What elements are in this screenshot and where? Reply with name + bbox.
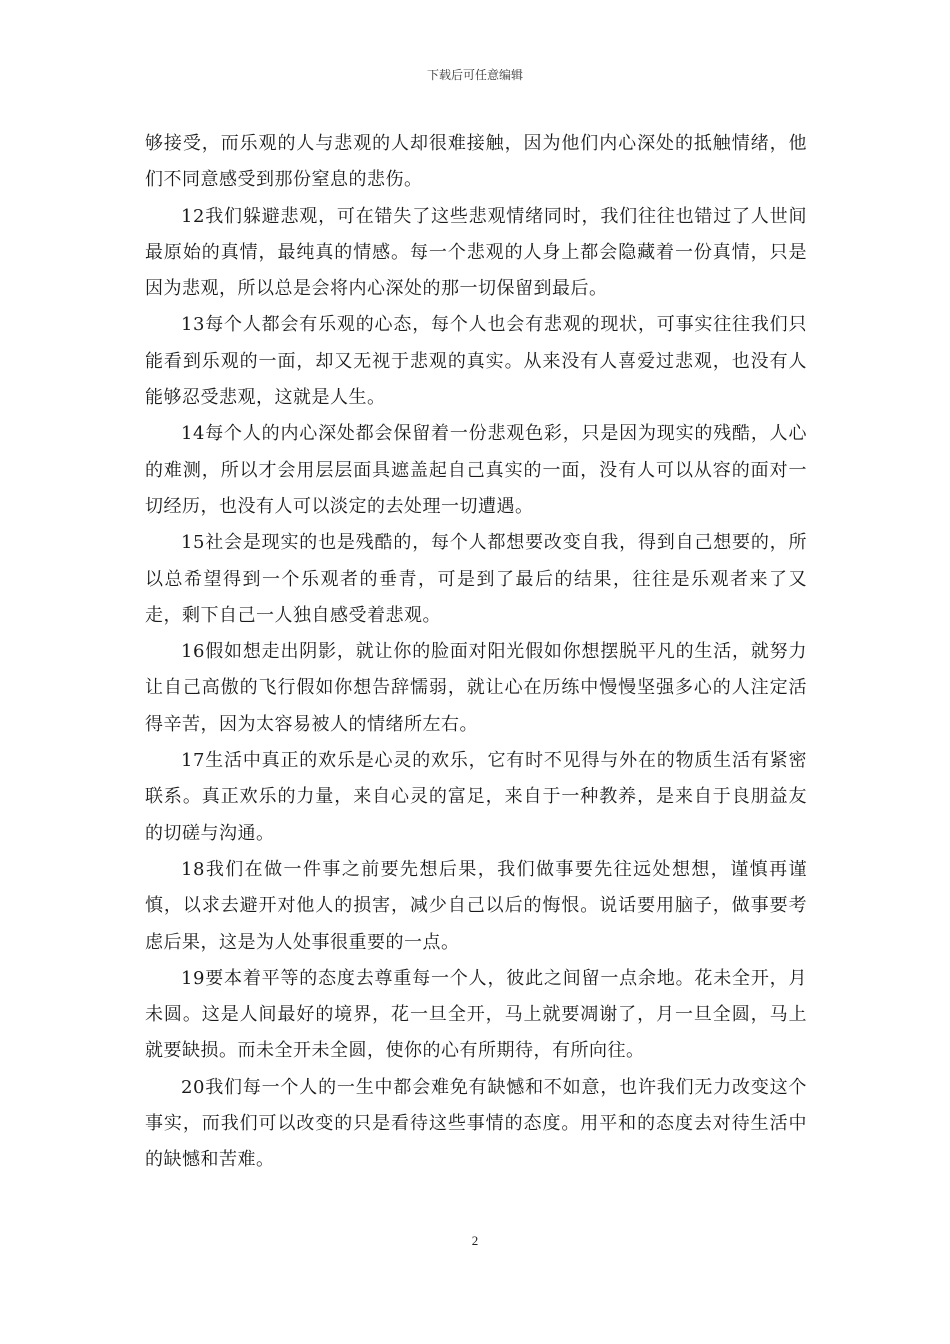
paragraph-14: 14每个人的内心深处都会保留着一份悲观色彩，只是因为现实的残酷，人心的难测，所以才会用层层面具遮盖起自己真实的一面，没有人可以从容的面对一切经历，也没有人可以淡定的去处理一切遭遇。: [145, 423, 807, 517]
paragraph-continuation: 够接受，而乐观的人与悲观的人却很难接触，因为他们内心深处的抵触情绪，他们不同意感受到那份窒息的悲伤。: [145, 133, 807, 191]
paragraph-16: 16假如想走出阴影，就让你的脸面对阳光假如你想摆脱平凡的生活，就努力让自己高傲的飞行假如你想告辞懦弱，就让心在历练中慢慢坚强多心的人注定活得辛苦，因为太容易被人的情绪所左右。: [145, 641, 807, 735]
paragraph-18: 18我们在做一件事之前要先想后果，我们做事要先往远处想想，谨慎再谨慎，以求去避开对他人的损害，减少自己以后的悔恨。说话要用脑子，做事要考虑后果，这是为人处事很重要的一点。: [145, 858, 807, 953]
paragraph-13: 13每个人都会有乐观的心态，每个人也会有悲观的现状，可事实往往我们只能看到乐观的一面，却又无视于悲观的真实。从来没有人喜爱过悲观，也没有人能够忍受悲观，这就是人生。: [145, 314, 807, 409]
paragraph-15: 15社会是现实的也是残酷的，每个人都想要改变自我，得到自己想要的，所以总希望得到一个乐观者的垂青，可是到了最后的结果，往往是乐观者来了又走，剩下自己一人独自感受着悲观。: [145, 532, 807, 626]
paragraph-17: 17生活中真正的欢乐是心灵的欢乐，它有时不见得与外在的物质生活有紧密联系。真正欢乐的力量，来自心灵的富足，来自于一种教养，是来自于良朋益友的切磋与沟通。: [145, 750, 807, 844]
paragraph-12: 12我们躲避悲观，可在错失了这些悲观情绪同时，我们往往也错过了人世间最原始的真情，最纯真的情感。每一个悲观的人身上都会隐藏着一份真情，只是因为悲观，所以总是会将内心深处的那一切保留到最后。: [145, 205, 807, 300]
page-number: 2: [471, 1233, 479, 1248]
paragraph-19: 19要本着平等的态度去尊重每一个人，彼此之间留一点余地。花未全开，月未圆。这是人间最好的境界，花一旦全开，马上就要凋谢了，月一旦全圆，马上就要缺损。而未全开未全圆，使你的心有所期待，有所向往。: [145, 967, 807, 1062]
page-header: 下载后可任意编辑: [426, 68, 523, 82]
document-body: [145, 126, 807, 1179]
paragraph-20: 20我们每一个人的一生中都会难免有缺憾和不如意，也许我们无力改变这个事实，而我们可以改变的只是看待这些事情的态度。用平和的态度去对待生活中的缺憾和苦难。: [145, 1076, 807, 1171]
